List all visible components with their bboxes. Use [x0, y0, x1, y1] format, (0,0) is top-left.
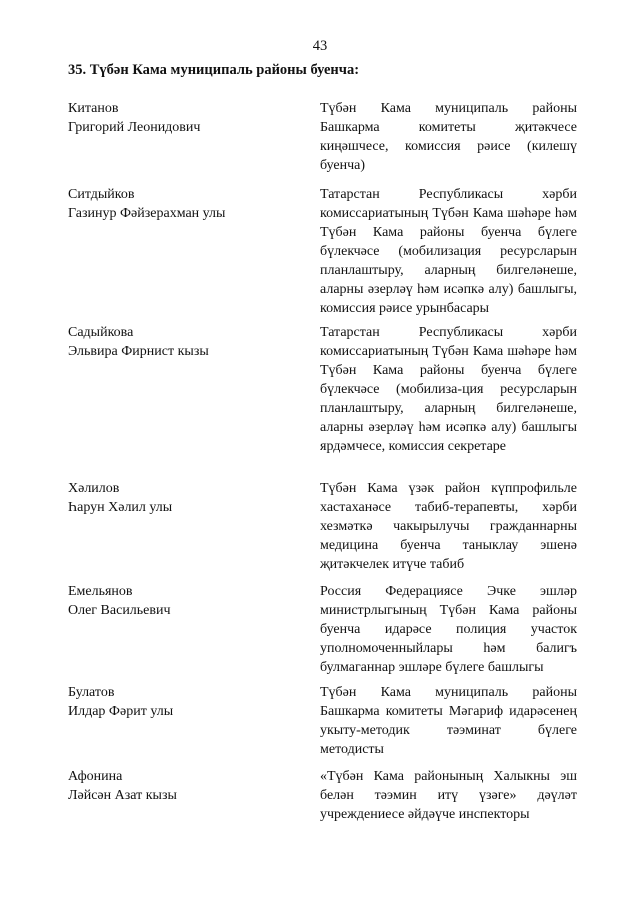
member-surname: Хәлилов: [68, 481, 120, 496]
section-heading: 35. Түбән Кама муниципаль районы буенча:: [68, 62, 360, 78]
member-surname: Ситдыйков: [68, 187, 135, 202]
member-name: [68, 683, 298, 721]
member-given-name: Эльвира Фирнист кызы: [68, 344, 209, 359]
member-given-name: Ләйсән Азат кызы: [68, 788, 177, 803]
member-given-name: Газинур Фәйзерахман улы: [68, 206, 226, 221]
member-name: [68, 99, 298, 137]
member-position: Татарстан Республикасы хәрби комиссариатының Түбән Кама шәһәре һәм Түбән Кама районы буенча бүлеге бүлекчәсе (мобилиза-ция ресурсларын планлаштыру, аларның билгеләнеше, аларны әзерләү һәм исәпкә алу) башлыгы ярдәмчесе, комиссия секретаре: [320, 325, 577, 454]
member-name: [68, 185, 298, 223]
member-position: Түбән Кама муниципаль районы Башкарма комитеты Мәгариф идарәсенең укыту-методик тәэминат бүлеге методисты: [320, 685, 577, 757]
member-name: [68, 479, 298, 517]
member-given-name: Һарун Хәлил улы: [68, 500, 173, 515]
member-given-name: Илдар Фәрит улы: [68, 704, 174, 719]
member-given-name: Олег Васильевич: [68, 603, 171, 618]
member-name: [68, 323, 298, 361]
member-position: Татарстан Республикасы хәрби комиссариатының Түбән Кама шәһәре һәм Түбән Кама районы буенча бүлеге бүлекчәсе (мобилизация ресурсларын планлаштыру, аларның билгеләнеше, аларны әзерләү һәм исәпкә алу) башлыгы, комиссия рәисе урынбасары: [320, 187, 577, 316]
member-surname: Садыйкова: [68, 325, 134, 340]
member-given-name: Григорий Леонидович: [68, 120, 201, 135]
member-name: [68, 582, 298, 620]
member-surname: Емельянов: [68, 584, 133, 599]
member-position: «Түбән Кама районының Халыкны эш белән тәэмин итү үзәге» дәүләт учреждениесе әйдәүче инспекторы: [320, 769, 577, 822]
member-position: Россия Федерациясе Эчке эшләр министрлыгының Түбән Кама районы буенча идарәсе полиция участок уполномоченныйлары һәм балигъ булмаганнар эшләре бүлеге башлыгы: [320, 584, 577, 675]
page-number: 43: [312, 38, 328, 54]
member-surname: Афонина: [68, 769, 123, 784]
member-surname: Булатов: [68, 685, 115, 700]
member-position: Түбән Кама муниципаль районы Башкарма комитеты җитәкчесе киңәшчесе, комиссия рәисе (килешү буенча): [320, 101, 577, 173]
member-position: Түбән Кама үзәк район күппрофильле хастаханәсе табиб-терапевты, хәрби хезмәткә чакырылучы гражданнарны медицина буенча таныклау эшенә җитәкчелек итүче табиб: [320, 481, 577, 572]
member-surname: Китанов: [68, 101, 119, 116]
member-name: [68, 767, 298, 805]
